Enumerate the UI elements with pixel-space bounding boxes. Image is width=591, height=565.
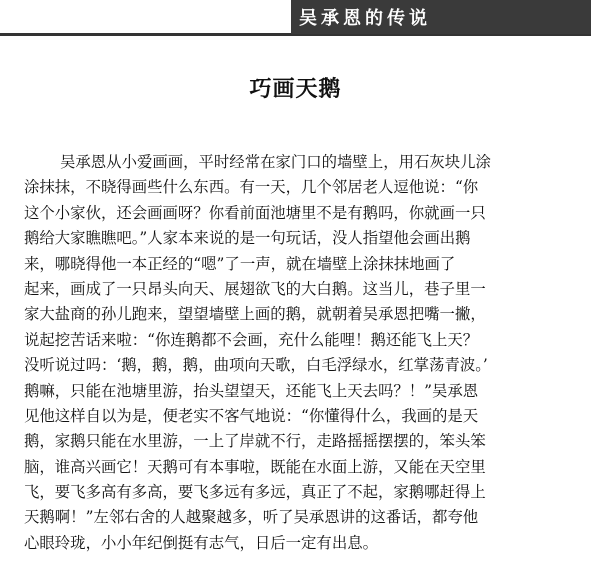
body-line: 起来，画成了一只昂头向天、展翅欲飞的大白鹅。这当儿，巷子里一 xyxy=(24,279,486,298)
body-line: 鹅嘛，只能在池塘里游，抬头望望天，还能飞上天去吗？！”吴承恩 xyxy=(24,381,479,400)
body-line: 来，哪晓得他一本正经的“嗯”了一声，就在墙壁上涂抹抹地画了 xyxy=(24,254,456,273)
article-title: 巧画天鹅 xyxy=(249,76,342,102)
header-title-box xyxy=(291,0,591,34)
body-line: 涂抹抹，不晓得画些什么东西。有一天，几个邻居老人逗他说：“你 xyxy=(24,178,479,197)
body-line: 见他这样自以为是，便老实不客气地说：“你懂得什么，我画的是天 xyxy=(24,406,479,425)
body-line: 脑，谁高兴画它！天鹅可有本事啦，既能在水面上游，又能在天空里 xyxy=(24,457,486,476)
body-line: 鹅，家鹅只能在水里游，一上了岸就不行，走路摇摇摆摆的，笨头笨 xyxy=(24,432,486,451)
body-line: 心眼玲珑，小小年纪倒挺有志气，日后一定有出息。 xyxy=(24,533,378,552)
body-line: 没听说过吗：‘鹅，鹅，鹅，曲项向天歌，白毛浮绿水，红掌荡青波。’ xyxy=(24,356,488,375)
body-line: 这个小家伙，还会画画呀？你看前面池塘里不是有鹅吗，你就画一只 xyxy=(24,203,486,222)
body-line: 飞，要飞多高有多高，要飞多远有多远，真正了不起，家鹅哪赶得上 xyxy=(24,483,486,502)
body-line: 天鹅啊！”左邻右舍的人越聚越多，听了吴承恩讲的这番话，都夸他 xyxy=(24,508,479,527)
body-line: 家大盐商的孙儿跑来，望望墙壁上画的鹅，就朝着吴承恩把嘴一撇， xyxy=(24,305,486,324)
page-header xyxy=(0,0,591,36)
body-line: 鹅给大家瞧瞧吧。”人家本来说的是一句玩话，没人指望他会画出鹅 xyxy=(24,229,471,248)
article-body xyxy=(24,150,572,556)
body-line: 吴承恩从小爱画画，平时经常在家门口的墙壁上，用石灰块儿涂 xyxy=(60,153,491,171)
book-title: 吴承恩的传说 xyxy=(299,8,431,29)
body-line: 说起挖苦话来啦：“你连鹅都不会画，充什么能哩！鹅还能飞上天？ xyxy=(24,330,479,349)
